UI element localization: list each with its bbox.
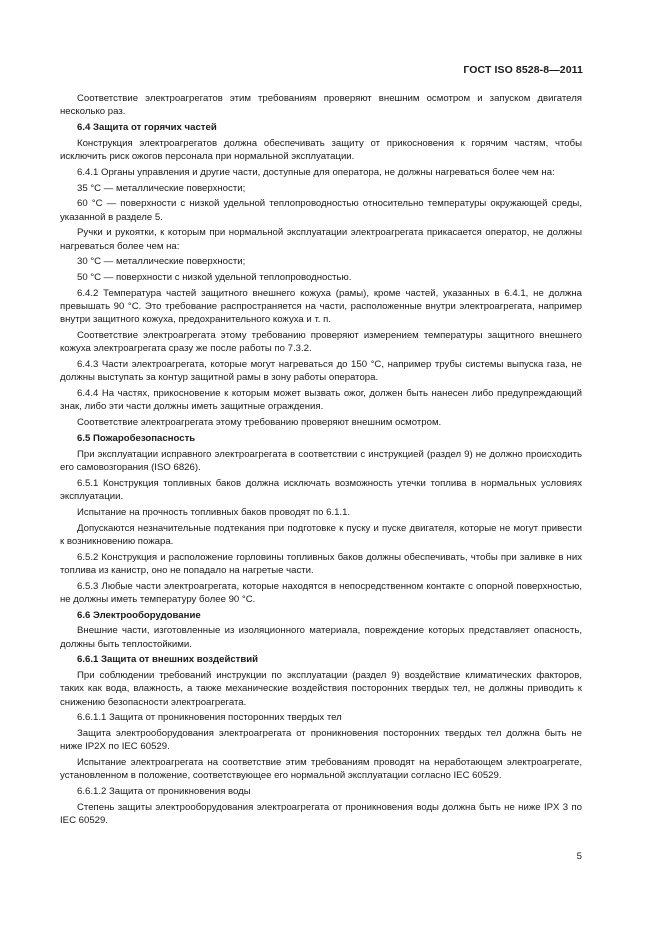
paragraph: При соблюдении требований инструкции по эксплуатации (раздел 9) воздействие климатических факторов, таких как вода, влажность, а также механические воздействия посторонних твердых тел, не должны приводить к снижению безопасности электроагрегата. — [60, 670, 582, 708]
paragraph: Соответствие электроагрегата этому требованию проверяют внешним осмотром. — [77, 417, 442, 429]
paragraph: Соответствие электроагрегатов этим требованиям проверяют внешним осмотром и запуском двигателя несколько раз. — [60, 93, 582, 118]
paragraph: 6.4.2 Температура частей защитного внешнего кожуха (рамы), кроме частей, указанных в 6.4.1, не должна превышать 90 °С. Это требование распространяется на части, расположенные внутри электроагрегата, например внутри защитного кожуха, предохранительного кожуха и т. п. — [60, 287, 582, 326]
section-heading: 6.6 Электрооборудование — [77, 609, 201, 621]
document-body — [60, 92, 582, 830]
paragraph: Испытание электроагрегата на соответствие этим требованиям проводят на неработающем электроагрегате, установленном в положение, соответствующее его нормальной эксплуатации согласно IEC 60529. — [60, 757, 582, 782]
paragraph: Испытание на прочность топливных баков проводят по 6.1.1. — [77, 506, 351, 518]
paragraph: Внешние части, изготовленные из изоляционного материала, повреждение которых представляет опасность, должны быть теплостойкими. — [60, 625, 582, 650]
section-heading: 6.5 Пожаробезопасность — [77, 432, 196, 444]
paragraph: 6.5.1 Конструкция топливных баков должна исключать возможность утечки топлива в нормальных условиях эксплуатации. — [60, 477, 582, 502]
paragraph: Ручки и рукоятки, к которым при нормальной эксплуатации электроагрегата прикасается оператор, не должны нагреваться более чем на: — [60, 227, 582, 252]
paragraph: 50 °С — поверхности с низкой удельной теплопроводностью. — [77, 272, 352, 284]
paragraph: 6.6.1.2 Защита от проникновения воды — [77, 786, 251, 798]
paragraph: Защита электрооборудования электроагрегата от проникновения посторонних твердых тел должна быть не ниже IP2X по IEC 60529. — [60, 728, 582, 753]
paragraph: Допускаются незначительные подтекания при подготовке к пуску и пуске двигателя, которые не могут привести к возникновению пожара. — [60, 522, 582, 547]
page-number: 5 — [576, 851, 582, 862]
paragraph: 6.4.3 Части электроагрегата, которые могут нагреваться до 150 °С, например трубы системы выпуска газа, не должны выступать за контур защитной рамы в зону работы оператора. — [60, 359, 582, 384]
paragraph: 60 °С — поверхности с низкой удельной теплопроводностью относительно температуры окружающей среды, указанной в разделе 5. — [60, 198, 582, 223]
paragraph: 6.5.3 Любые части электроагрегата, которые находятся в непосредственном контакте с опорной поверхностью, не должны иметь температуру более 90 °С. — [60, 580, 582, 605]
section-heading: 6.4 Защита от горячих частей — [77, 122, 217, 133]
paragraph: 35 °С — металлические поверхности; — [77, 182, 246, 194]
subsection-heading: 6.6.1 Защита от внешних воздействий — [77, 654, 259, 666]
paragraph: Конструкция электроагрегатов должна обеспечивать защиту от прикосновения к горячим частям, чтобы исключить риск ожогов персонала при нормальной эксплуатации. — [60, 137, 582, 162]
paragraph: Соответствие электроагрегата этому требованию проверяют измерением температуры защитного внешнего кожуха электроагрегата сразу же после работы по 7.3.2. — [60, 330, 582, 355]
paragraph: 30 °С — металлические поверхности; — [77, 256, 246, 268]
paragraph: Степень защиты электрооборудования электроагрегата от проникновения воды должна быть не ниже IPX 3 по IEC 60529. — [60, 801, 582, 827]
paragraph: 6.4.4 На частях, прикосновение к которым может вызвать ожог, должен быть нанесен либо предупреждающий знак, либо эти части должны иметь защитные ограждения. — [60, 388, 582, 413]
paragraph: При эксплуатации исправного электроагрегата в соответствии с инструкцией (раздел 9) не должно происходить его самовозгорания (ISO 6826). — [60, 448, 582, 473]
paragraph: 6.5.2 Конструкция и расположение горловины топливных баков должны обеспечивать, чтобы при заливке в них топлива из канистр, оно не попадало на нагретые части. — [60, 551, 582, 576]
paragraph: 6.6.1.1 Защита от проникновения посторонних твердых тел — [77, 712, 342, 724]
paragraph: 6.4.1 Органы управления и другие части, доступные для оператора, не должны нагреваться более чем на: — [77, 166, 555, 178]
document-code: ГОСТ ISO 8528-8—2011 — [463, 64, 583, 76]
